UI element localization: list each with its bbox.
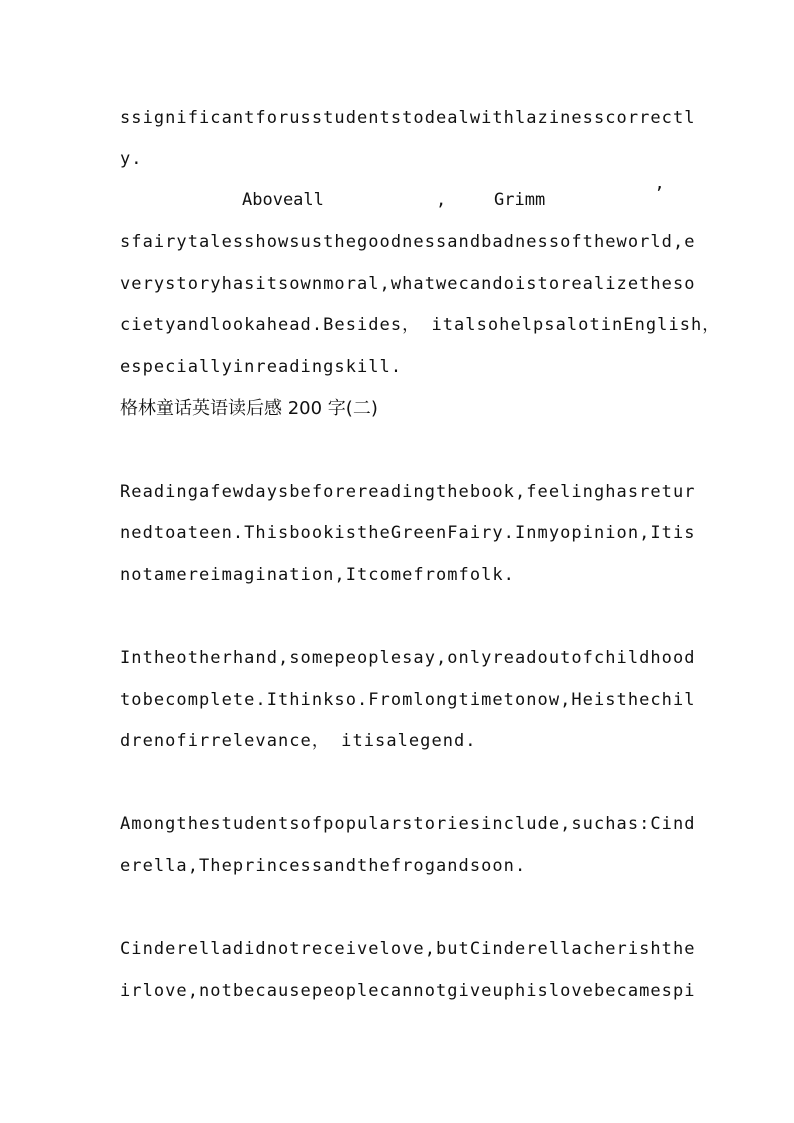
text-word: Aboveall: [242, 190, 324, 210]
text-line: Readingafewdaysbeforereadingthebook,feelinghasretur: [120, 482, 696, 502]
text-line: especiallyinreadingskill.: [120, 357, 403, 377]
text-line: irlove,notbecausepeoplecannotgiveuphislovebecamespi: [120, 981, 696, 1001]
text-line: sfairytalesshowsusthegoodnessandbadnessoftheworld,e: [120, 232, 696, 252]
text-line: drenofirrelevance， itisalegend.: [120, 731, 477, 751]
text-punctuation: ’: [654, 184, 665, 204]
text-line: cietyandlookahead.Besides， italsohelpsalotinEnglish，: [120, 315, 721, 335]
text-word: Grimm: [494, 190, 546, 210]
text-punctuation: ,: [436, 190, 447, 210]
text-line: Intheotherhand,somepeoplesay,onlyreadoutofchildhood: [120, 648, 696, 668]
text-line: ssignificantforusstudentstodealwithlazinesscorrectl: [120, 108, 696, 128]
text-line: y.: [120, 149, 143, 169]
text-line: Cinderelladidnotreceivelove,butCinderellacherishthe: [120, 939, 696, 959]
text-line: tobecomplete.Ithinkso.Fromlongtimetonow,Heisthechil: [120, 690, 696, 710]
text-line: nedtoateen.ThisbookistheGreenFairy.Inmyopinion,Itis: [120, 523, 696, 543]
text-line: verystoryhasitsownmoral,whatwecandoistorealizetheso: [120, 274, 696, 294]
text-line: Amongthestudentsofpopularstoriesinclude,suchas:Cind: [120, 814, 696, 834]
section-heading: 格林童话英语读后感 200 字(二): [120, 398, 378, 419]
text-line: notamereimagination,Itcomefromfolk.: [120, 565, 515, 585]
text-line: erella,Theprincessandthefrogandsoon.: [120, 856, 527, 876]
